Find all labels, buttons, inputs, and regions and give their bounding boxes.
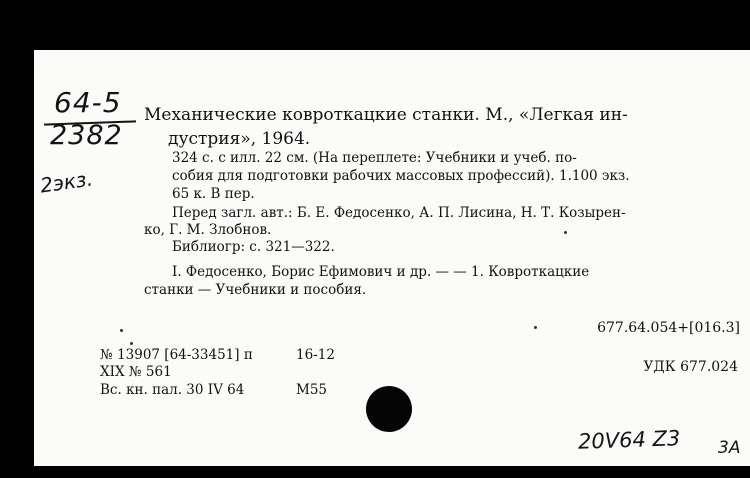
udc-index: УДК 677.024 — [643, 359, 738, 375]
card-punch-hole — [366, 386, 412, 432]
ledger-line-1-right: 16-12 — [296, 347, 335, 363]
description-line-6: Библиогр: с. 321—322. — [172, 239, 335, 255]
classification-index: 677.64.054+[016.3] — [597, 320, 740, 336]
book-title-line-2: дустрия», 1964. — [168, 129, 311, 149]
description-line-2: собия для подготовки рабочих массовых профессий). 1.100 экз. — [172, 168, 630, 184]
description-line-1: 324 с. с илл. 22 см. (На переплете: Учебники и учеб. по- — [172, 150, 577, 166]
tracing-line-2: станки — Учебники и пособия. — [144, 282, 367, 298]
catalog-card — [34, 50, 750, 466]
shelf-mark-top: 64-5 — [54, 86, 122, 119]
corner-code: 3А — [718, 438, 741, 458]
shelf-mark-bottom: 2382 — [50, 120, 123, 151]
ledger-line-3-right: М55 — [296, 382, 328, 398]
description-line-5: ко, Г. М. Злобнов. — [144, 222, 272, 238]
copies-note: 2экз. — [38, 166, 95, 198]
tracing-line-1: I. Федосенко, Борис Ефимович и др. — — 1. Ковроткацкие — [172, 264, 590, 280]
book-title-line-1: Механические ковроткацкие станки. М., «Легкая ин- — [144, 105, 628, 125]
ledger-line-1: № 13907 [64-33451] п — [100, 347, 253, 363]
speck — [120, 329, 123, 332]
speck — [130, 342, 133, 345]
scan-border — [0, 466, 750, 478]
speck — [534, 326, 537, 329]
description-line-3: 65 к. В пер. — [172, 186, 255, 202]
ledger-line-3: Вс. кн. пал. 30 IV 64 — [100, 382, 245, 398]
inventory-note: 20V64 Z3 — [577, 426, 681, 454]
ledger-line-2: XIX № 561 — [100, 364, 172, 380]
speck — [564, 231, 567, 234]
description-line-4: Перед загл. авт.: Б. Е. Федосенко, А. П. Лисина, Н. Т. Козырен- — [172, 205, 626, 221]
